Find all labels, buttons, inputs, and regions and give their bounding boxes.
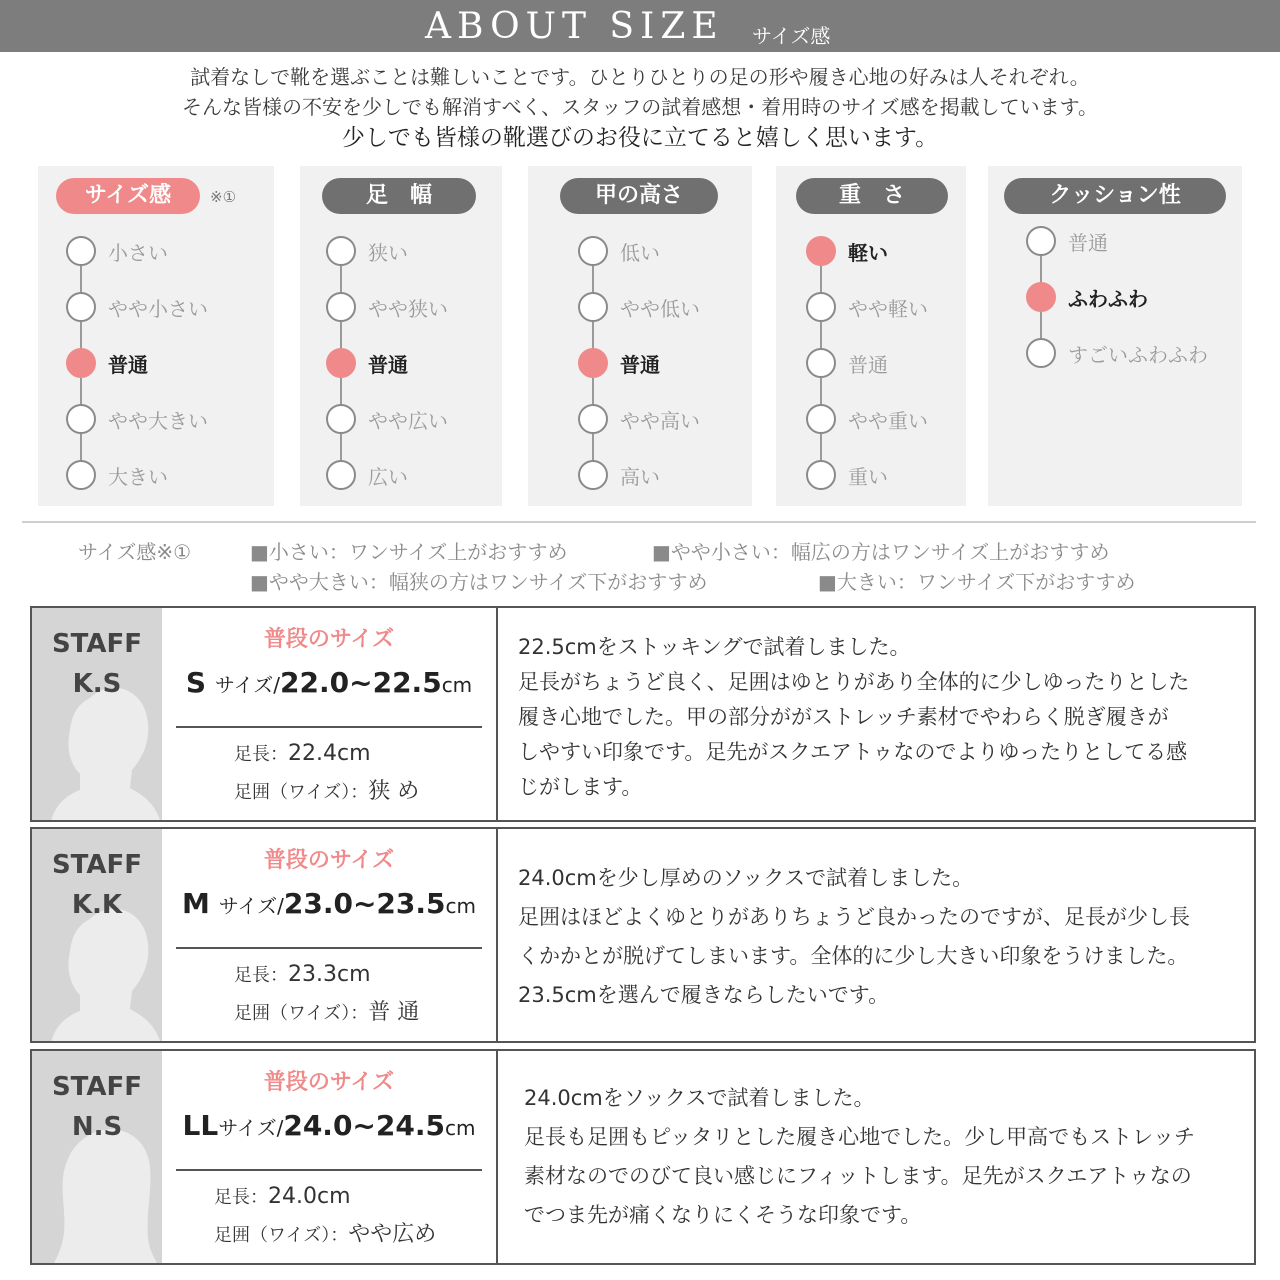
staff-card bbox=[30, 606, 1256, 822]
radio-circle-icon bbox=[578, 292, 608, 322]
info-divider bbox=[176, 726, 482, 728]
intro-line: 試着なしで靴を選ぶことは難しいことです。ひとりひとりの足の形や履き心地の好みは人それぞれ。 bbox=[190, 65, 1090, 89]
intro-text bbox=[0, 62, 1280, 154]
radio-circle-icon bbox=[578, 404, 608, 434]
radio-circle-icon bbox=[806, 292, 836, 322]
staff-id: STAFF K.S bbox=[51, 629, 143, 699]
card-divider bbox=[496, 608, 498, 820]
scale-title: 足 幅 bbox=[322, 178, 476, 214]
staff-comment: 24.0cmを少し厚めのソックスで試着しました。 足囲はほどよくゆとりがありちょうど良かったのですが、足長が少し長 くかかとが脱げてしまいます。全体的に少し大きい印象をうけました。 23.5cmを選んで履きならしたいです。 bbox=[518, 866, 1190, 1007]
radio-filled-icon bbox=[66, 348, 96, 378]
radio-filled-icon bbox=[1026, 282, 1056, 312]
radio-filled-icon bbox=[806, 236, 836, 266]
radio-circle-icon bbox=[66, 292, 96, 322]
scale-title: 重 さ bbox=[796, 178, 948, 214]
page-subtitle: サイズ感 bbox=[752, 24, 831, 48]
radio-circle-icon bbox=[66, 404, 96, 434]
radio-circle-icon bbox=[66, 460, 96, 490]
radio-filled-icon bbox=[578, 348, 608, 378]
scale-title: 甲の高さ bbox=[560, 178, 718, 214]
legend-label: サイズ感※① bbox=[78, 540, 192, 564]
radio-circle-icon bbox=[806, 348, 836, 378]
scale-instep-panel: 甲の高さ 低い やや低い 普通 やや高い 高い bbox=[528, 166, 752, 506]
usual-size-value: M サイズ/23.0~23.5cm bbox=[181, 887, 477, 920]
radio-circle-icon bbox=[806, 460, 836, 490]
scale-weight-panel: 重 さ 軽い やや軽い 普通 やや重い 重い bbox=[776, 166, 966, 506]
usual-size-value: LLサイズ/24.0~24.5cm bbox=[182, 1109, 476, 1142]
card-divider bbox=[496, 1051, 498, 1263]
radio-circle-icon bbox=[806, 404, 836, 434]
footnote-mark: ※① bbox=[210, 188, 237, 206]
radio-circle-icon bbox=[326, 292, 356, 322]
staff-id: STAFF K.K bbox=[51, 850, 143, 920]
scale-width-panel: 足 幅 狭い やや狭い 普通 やや広い 広い bbox=[300, 166, 502, 506]
usual-size-label: 普段のサイズ bbox=[263, 1070, 395, 1095]
radio-circle-icon bbox=[578, 460, 608, 490]
foot-width: 足囲（ワイズ）：普 通 bbox=[234, 1000, 420, 1025]
radio-circle-icon bbox=[578, 236, 608, 266]
intro-line: 少しでも皆様の靴選びのお役に立てると嬉しく思います。 bbox=[341, 125, 939, 151]
scale-cushion-panel: クッション性 普通 ふわふわ すごいふわふわ bbox=[988, 166, 1242, 506]
section-divider bbox=[22, 521, 1256, 523]
radio-circle-icon bbox=[326, 236, 356, 266]
intro-line: そんな皆様の不安を少しでも解消すべく、スタッフの試着感想・着用時のサイズ感を掲載しています。 bbox=[182, 95, 1098, 119]
staff-profile bbox=[32, 829, 162, 1041]
scale-size-panel: サイズ感 ※① 小さい やや小さい 普通 やや大きい 大きい bbox=[38, 166, 274, 506]
info-divider bbox=[176, 947, 482, 949]
staff-size-info bbox=[162, 829, 496, 1041]
staff-profile bbox=[32, 1051, 162, 1263]
scale-title: クッション性 bbox=[1004, 178, 1226, 214]
header-bar bbox=[0, 0, 1280, 52]
staff-profile bbox=[32, 608, 162, 820]
scale-title: サイズ感 bbox=[56, 178, 200, 214]
foot-length: 足長：23.3cm bbox=[234, 962, 371, 987]
legend-item: ■大きい：ワンサイズ下がおすすめ bbox=[818, 570, 1136, 594]
staff-size-info bbox=[162, 1051, 496, 1263]
foot-width: 足囲（ワイズ）：狭 め bbox=[234, 779, 420, 804]
radio-circle-icon bbox=[66, 236, 96, 266]
legend-item: ■やや大きい：幅狭の方はワンサイズ下がおすすめ bbox=[250, 570, 708, 594]
radio-circle-icon bbox=[326, 404, 356, 434]
radio-circle-icon bbox=[1026, 338, 1056, 368]
staff-comment: 24.0cmをソックスで試着しました。 足長も足囲もピッタリとした履き心地でした。少し甲高でもストレッチ 素材なのでのびて良い感じにフィットします。足先がスクエアトゥなの でつま先が痛くなりにくそうな印象です。 bbox=[524, 1086, 1195, 1227]
foot-length: 足長：24.0cm bbox=[214, 1184, 351, 1209]
legend-item: ■小さい：ワンサイズ上がおすすめ bbox=[250, 540, 568, 564]
staff-id: STAFF N.S bbox=[51, 1072, 143, 1142]
info-divider bbox=[176, 1169, 482, 1171]
usual-size-label: 普段のサイズ bbox=[263, 848, 395, 873]
radio-circle-icon bbox=[1026, 226, 1056, 256]
legend-item: ■やや小さい：幅広の方はワンサイズ上がおすすめ bbox=[652, 540, 1110, 564]
radio-circle-icon bbox=[326, 460, 356, 490]
usual-size-label: 普段のサイズ bbox=[263, 627, 395, 652]
radio-filled-icon bbox=[326, 348, 356, 378]
foot-width: 足囲（ワイズ）：やや広め bbox=[214, 1222, 437, 1247]
card-divider bbox=[496, 829, 498, 1041]
foot-length: 足長：22.4cm bbox=[234, 741, 371, 766]
staff-card bbox=[30, 1049, 1256, 1265]
page-title: ABOUT SIZE bbox=[425, 6, 724, 47]
usual-size-value: S サイズ/22.0~22.5cm bbox=[185, 666, 473, 699]
staff-size-info bbox=[162, 608, 496, 820]
staff-comment: 22.5cmをストッキングで試着しました。 足長がちょうど良く、足囲はゆとりがあり全体的に少しゆったりとした 履き心地でした。甲の部分ががストレッチ素材でやわらく脱ぎ履きが しやすい印象です。足先がスクエアトゥなのでよりゆったりとしてる感 じがします。 bbox=[518, 635, 1190, 799]
staff-card bbox=[30, 827, 1256, 1043]
